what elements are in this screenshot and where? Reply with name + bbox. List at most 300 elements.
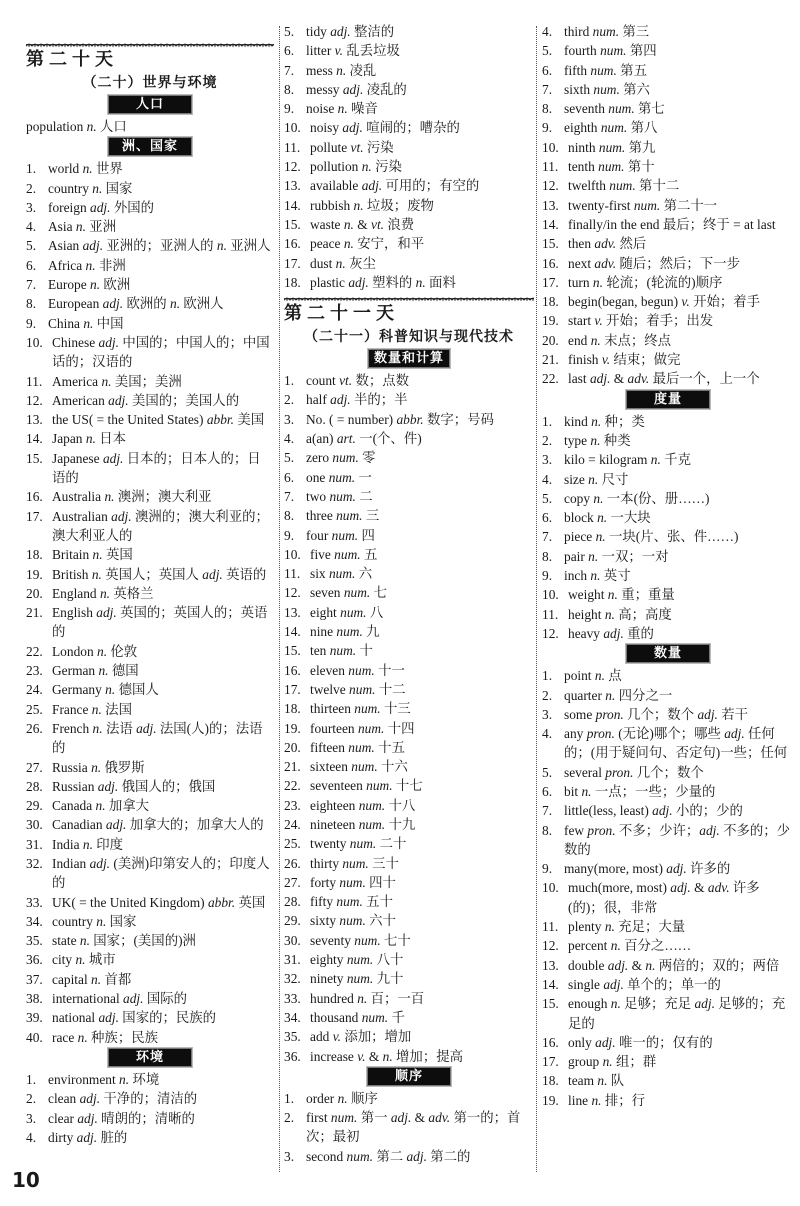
vocab-entry [284,215,534,234]
entry-text: dust n. 灰尘 [310,255,376,271]
section-label: 人口 [108,95,192,114]
vocab-entry [284,911,534,930]
vocab-entry [284,622,534,641]
entry-number: 31. [284,952,301,968]
entry-number: 29. [26,798,43,814]
entry-number: 2. [542,432,553,448]
entry-text: messy adj. 凌乱的 [306,81,407,97]
entry-text: fifteen num. 十五 [310,739,405,755]
entry-text: India n. 印度 [52,836,124,852]
vocab-entry [26,429,274,448]
vocab-entry [26,950,274,969]
vocab-entry [542,138,794,157]
vocab-entry [284,757,534,776]
entry-text: kilo = kilogram n. 千克 [564,452,691,468]
entry-number: 3. [284,411,295,427]
section-label: 数量 [626,644,710,663]
entry-number: 4. [542,471,553,487]
page-number: 10 [12,1168,40,1192]
entry-number: 38. [26,991,43,1007]
entry-number: 31. [26,836,43,852]
entry-text: enough n. 足够；充足 adj. 足够的；充足的 [568,996,786,1031]
vocab-entry [542,22,794,41]
entry-text: Africa n. 非洲 [48,257,126,273]
entry-text: capital n. 首都 [52,971,132,987]
section-label: 环境 [108,1048,192,1067]
entry-text: London n. 伦敦 [52,643,138,659]
entry-text: any pron. (无论)哪个；哪些 adj. 任何的；(用于疑问句、否定句)一些；任何 [564,726,788,761]
vocab-entry [542,196,794,215]
entry-number: 6. [542,783,553,799]
vocab-entry [542,821,794,860]
entry-number: 39. [26,1010,43,1026]
vocab-entry [26,545,274,564]
vocab-entry [26,256,274,275]
entry-number: 5. [284,24,295,39]
entry-text: second num. 第二 adj. 第二的 [306,1148,471,1164]
entry-text: Germany n. 德国人 [52,682,159,698]
entry-text: Asian adj. 亚洲的；亚洲人的 n. 亚洲人 [48,238,271,254]
entry-number: 12. [284,585,301,601]
vocab-entry [284,873,534,892]
vocab-entry [542,450,794,469]
vocab-entry [284,1027,534,1046]
vocab-entry [284,1147,534,1166]
entry-number: 3. [542,706,553,722]
vocab-entry [542,801,794,820]
entry-text: British n. 英国人；英国人 adj. 英语的 [52,566,267,582]
entry-text: weight n. 重；重量 [568,587,675,603]
vocab-entry [284,487,534,506]
entry-text: No. ( = number) abbr. 数字；号码 [306,411,494,427]
entry-number: 5. [542,764,553,780]
entry-text: Canadian adj. 加拿大的；加拿大人的 [52,817,264,833]
entry-text: finally/in the end 最后；终于 = at last [568,216,776,232]
vocab-entry [26,333,274,372]
entry-text: twenty num. 二十 [310,836,407,852]
entry-number: 6. [26,257,37,273]
entry-number: 13. [284,178,301,194]
vocab-entry [26,1028,274,1047]
entry-number: 15. [284,216,301,232]
entry-number: 32. [26,855,43,871]
vocab-entry [26,179,274,198]
vocab-entry [26,758,274,777]
entry-text: Japanese adj. 日本的；日本人的；日语的 [52,450,261,486]
entry-number: 14. [542,216,559,232]
entry-number: 16. [26,489,43,505]
vocab-entry [284,1108,534,1147]
entry-number: 1. [284,1090,295,1106]
entry-number: 40. [26,1029,43,1045]
entry-text: fifty num. 五十 [310,894,393,910]
vocab-entry [284,738,534,757]
entry-number: 2. [284,392,295,408]
entry-text: noisy adj. 喧闹的；嘈杂的 [310,120,460,136]
entry-number: 26. [26,720,43,736]
vocab-entry [26,275,274,294]
entry-text: fourteen num. 十四 [310,720,415,736]
vocab-entry [26,236,274,255]
entry-text: a(an) art. 一(个、件) [306,431,422,447]
vocab-entry [284,969,534,988]
entry-text: increase v. & n. 增加；提高 [310,1048,463,1064]
entry-text: then adv. 然后 [568,236,647,252]
entry-text: fifth num. 第五 [564,62,647,78]
entry-text: three num. 三 [306,508,380,524]
entry-number: 33. [284,990,301,1006]
vocab-entry [284,138,534,157]
vocab-entry [284,1047,534,1066]
entry-text: begin(began, begun) v. 开始；着手 [568,294,761,310]
entry-text: plenty n. 充足；大量 [568,919,686,935]
entry-text: six num. 六 [310,566,373,582]
entry-text: four num. 四 [306,527,375,543]
entry-text: race n. 种族；民族 [52,1029,158,1045]
entry-number: 13. [284,604,301,620]
vocab-entry [542,585,794,604]
vocab-entry [542,705,794,724]
entry-number: 14. [26,431,43,447]
entry-text: sixteen num. 十六 [310,759,408,775]
entry-text: clear adj. 晴朗的；清晰的 [48,1110,195,1126]
wavy-divider [26,40,274,48]
entry-number: 13. [26,412,43,428]
entry-text: peace n. 安宁，和平 [310,236,425,252]
entry-number: 19. [26,566,43,582]
entry-number: 6. [284,43,295,59]
entry-number: 23. [284,797,301,813]
vocab-entry [542,917,794,936]
entry-text: seventh num. 第七 [564,101,665,117]
vocab-entry [542,975,794,994]
entry-number: 27. [26,759,43,775]
unit-title: （二十一）科普知识与现代技术 [304,329,514,346]
entry-text: mess n. 凌乱 [306,62,377,78]
entry-number: 19. [284,720,301,736]
entry-number: 18. [26,547,43,563]
entry-text: eighty num. 八十 [310,952,404,968]
vocab-entry [26,391,274,410]
vocab-entry [26,565,274,584]
entry-text: point n. 点 [564,668,622,684]
entry-number: 4. [542,726,553,742]
vocab-entry [542,782,794,801]
vocab-entry [26,854,274,893]
entry-text: turn n. 轮流；(轮流的)顺序 [568,274,723,290]
vocab-entry [542,489,794,508]
entry-text: seventy num. 七十 [310,932,411,948]
vocab-entry [284,564,534,583]
vocab-entry [26,159,274,178]
vocab-entry [284,989,534,1008]
vocab-entry [26,584,274,603]
vocab-entry [284,699,534,718]
entry-text: height n. 高；高度 [568,606,672,622]
section-header [284,1067,534,1087]
entry-text: pollution n. 污染 [310,159,402,175]
vocab-entry [284,815,534,834]
entry-text: clean adj. 干净的；清洁的 [48,1091,198,1107]
entry-number: 9. [284,101,295,117]
vocab-entry [26,989,274,1008]
vocab-entry [26,835,274,854]
entry-number: 20. [26,585,43,601]
entry-text: environment n. 环境 [48,1071,160,1087]
vocab-entry [542,859,794,878]
entry-text: many(more, most) adj. 许多的 [564,861,731,877]
entry-text: China n. 中国 [48,315,124,331]
entry-number: 7. [284,62,295,78]
entry-number: 16. [284,662,301,678]
entry-text: Canada n. 加拿大 [52,798,150,814]
entry-number: 7. [542,803,553,819]
vocab-entry [284,526,534,545]
vocab-entry [542,80,794,99]
vocab-entry [26,198,274,217]
entry-number: 3. [26,1110,37,1126]
entry-text: Australian adj. 澳洲的；澳大利亚的；澳大利亚人的 [52,508,269,543]
entry-number: 3. [542,452,553,468]
vocab-entry [26,1128,274,1147]
entry-number: 17. [542,274,559,290]
vocab-entry [26,314,274,333]
entry-number: 8. [284,508,295,524]
vocab-entry [542,234,794,253]
entry-text: twenty-first num. 第二十一 [568,197,718,213]
vocab-entry [26,410,274,429]
vocab-entry [284,41,534,60]
entry-text: eight num. 八 [310,604,384,620]
entry-text: line n. 排；行 [568,1092,646,1108]
vocab-entry [542,1033,794,1052]
vocab-entry [284,603,534,622]
vocab-entry [284,118,534,137]
entry-text: heavy adj. 重的 [568,625,654,641]
vocab-entry [542,215,794,234]
entry-text: finish v. 结束；做完 [568,352,681,368]
vocab-entry [542,254,794,273]
entry-text: national adj. 国家的；民族的 [52,1010,217,1026]
entry-text: Indian adj. (美洲)印第安人的；印度人的 [52,855,270,891]
entry-number: 8. [542,101,553,117]
vocab-entry [542,666,794,685]
entry-text: Britain n. 英国 [52,547,133,563]
section-label: 顺序 [367,1067,451,1086]
entry-number: 34. [26,913,43,929]
entry-text: state n. 国家；(美国的)洲 [52,933,196,949]
section-header [542,644,794,664]
entry-number: 24. [26,682,43,698]
section-header [26,137,274,157]
entry-text: double adj. & n. 两倍的；双的；两倍 [568,957,780,973]
vocab-entry [26,294,274,313]
vocab-entry [284,641,534,660]
entry-number: 35. [26,933,43,949]
entry-number: 11. [284,566,301,582]
vocab-entry [284,410,534,429]
section-header [542,390,794,410]
entry-number: 5. [284,450,295,466]
entry-number: 7. [542,529,553,545]
vocab-entry [542,994,794,1033]
entry-number: 8. [26,296,37,312]
entry-number: 12. [26,392,43,408]
entry-number: 18. [284,701,301,717]
entry-number: 17. [284,681,301,697]
entry-number: 19. [542,1092,559,1108]
entry-text: rubbish n. 垃圾；废物 [310,197,434,213]
entry-text: type n. 种类 [564,432,631,448]
entry-text: eleven num. 十一 [310,662,405,678]
entry-number: 17. [26,508,43,524]
entry-text: little(less, least) adj. 小的；少的 [564,803,743,819]
entry-number: 35. [284,1029,301,1045]
vocab-entry [542,470,794,489]
section-label: 洲、国家 [108,137,192,156]
entry-text: noise n. 噪音 [306,101,378,117]
vocab-entry [542,566,794,585]
wavy-divider [284,294,534,302]
vocab-entry [542,311,794,330]
vocab-entry [542,686,794,705]
entry-number: 10. [284,120,301,136]
entry-number: 18. [284,274,301,290]
entry-text: sixth num. 第六 [564,81,650,97]
entry-text: Russia n. 俄罗斯 [52,759,145,775]
entry-text: forty num. 四十 [310,874,396,890]
vocab-entry [26,603,274,642]
entry-number: 9. [284,527,295,543]
entry-number: 20. [284,739,301,755]
entry-number: 28. [26,778,43,794]
vocab-entry [284,854,534,873]
vocab-entry [542,527,794,546]
entry-text: UK( = the United Kingdom) abbr. 英国 [52,894,266,910]
day-title: 第二十天 [26,49,118,70]
entry-number: 21. [542,352,559,368]
entry-number: 15. [542,996,559,1012]
entry-text: French n. 法语 adj. 法国(人)的；法语的 [52,720,263,756]
vocab-entry [26,680,274,699]
entry-number: 33. [26,894,43,910]
entry-number: 22. [284,778,301,794]
vocab-entry [542,331,794,350]
vocab-entry [542,936,794,955]
entry-text: nineteen num. 十九 [310,816,416,832]
column-3 [542,22,794,1110]
entry-text: thirty num. 三十 [310,855,399,871]
vocab-entry [26,815,274,834]
entry-text: group n. 组；群 [568,1054,657,1070]
entry-number: 12. [542,938,559,954]
entry-text: pollute vt. 污染 [310,139,394,155]
section-label: 数量和计算 [368,349,450,368]
entry-number: 8. [542,822,553,838]
entry-text: America n. 美国；美洲 [52,373,182,389]
entry-text: first num. 第一 adj. & adv. 第一的；首次；最初 [306,1110,521,1145]
entry-number: 9. [542,568,553,584]
entry-text: copy n. 一本(份、册……) [564,490,710,506]
vocab-entry [26,642,274,661]
vocab-entry [26,912,274,931]
entry-number: 11. [542,159,559,175]
entry-number: 10. [542,139,559,155]
entry-number: 11. [284,139,301,155]
vocab-entry [542,1091,794,1110]
vocab-entry [284,680,534,699]
entry-number: 23. [26,663,43,679]
vocab-entry [284,950,534,969]
entry-number: 9. [542,861,553,877]
vocab-entry [542,157,794,176]
vocab-entry [284,1008,534,1027]
entry-text: only adj. 唯一的；仅有的 [568,1034,713,1050]
entry-number: 2. [542,687,553,703]
vocab-entry [542,763,794,782]
column-1 [26,38,274,1147]
entry-text: German n. 德国 [52,663,139,679]
entry-number: 27. [284,874,301,890]
entry-text: France n. 法国 [52,701,132,717]
entry-number: 5. [542,490,553,506]
column-divider [536,26,537,1172]
entry-number: 10. [26,334,43,350]
entry-number: 8. [284,81,295,97]
entry-text: half adj. 半的；半 [306,392,408,408]
vocab-entry [284,1089,534,1108]
vocab-entry [284,390,534,409]
entry-text: two num. 二 [306,488,373,504]
entry-number: 30. [284,932,301,948]
vocab-entry [284,776,534,795]
entry-text: city n. 城市 [52,952,116,968]
entry-number: 4. [26,219,37,235]
vocab-entry [284,834,534,853]
vocab-entry [26,1089,274,1108]
entry-number: 8. [542,548,553,564]
vocab-entry [26,796,274,815]
entry-number: 6. [542,510,553,526]
section-header [26,1048,274,1068]
entry-number: 36. [284,1048,301,1064]
entry-number: 32. [284,971,301,987]
entry-number: 21. [26,605,43,621]
vocab-entry [542,508,794,527]
entry-text: available adj. 可用的；有空的 [310,178,480,194]
column-divider [279,26,280,1172]
entry-number: 1. [542,413,553,429]
vocab-entry [542,369,794,388]
vocab-entry [26,893,274,912]
entry-text: tenth num. 第十 [568,159,655,175]
entry-text: ninety num. 九十 [310,971,404,987]
entry-text: sixty num. 六十 [310,913,396,929]
entry-number: 17. [542,1054,559,1070]
vocab-entry [26,1109,274,1128]
entry-text: start v. 开始；着手；出发 [568,313,714,329]
section-header [284,349,534,369]
entry-text: add v. 添加；增加 [310,1029,412,1045]
entry-number: 7. [542,81,553,97]
entry-text: block n. 一大块 [564,510,651,526]
entry-number: 11. [26,373,43,389]
entry-text: European adj. 欧洲的 n. 欧洲人 [48,296,224,312]
entry-text: country n. 国家 [48,180,133,196]
entry-text: much(more, most) adj. & adv. 许多(的)；很，非常 [568,880,760,915]
entry-text: foreign adj. 外国的 [48,199,155,215]
vocab-entry [542,350,794,369]
